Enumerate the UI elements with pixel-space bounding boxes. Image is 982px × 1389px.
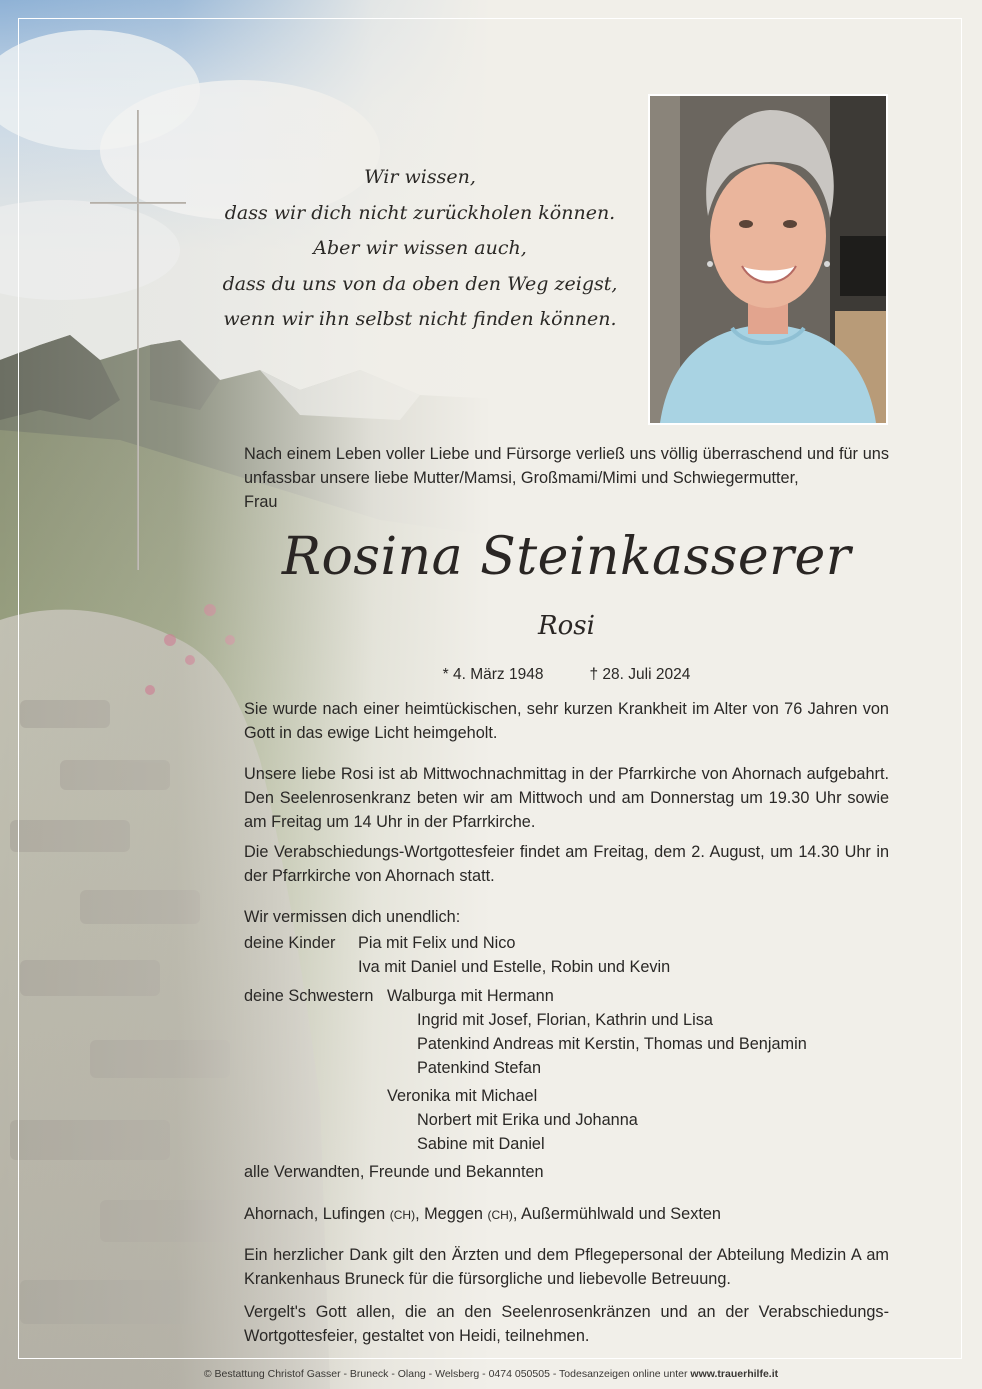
relatives-label-kinder: deine Kinder xyxy=(244,934,336,952)
relatives-line: Iva mit Daniel und Estelle, Robin und Kevin xyxy=(358,958,671,976)
place-text: , Meggen xyxy=(415,1205,483,1223)
relatives-line: Walburga mit Hermann xyxy=(387,987,554,1005)
relatives-line: Norbert mit Erika und Johanna xyxy=(417,1111,638,1129)
intro-text xyxy=(244,442,889,514)
cross-icon xyxy=(137,110,139,570)
portrait-photo xyxy=(648,94,888,425)
place-text: Ahornach, Lufingen xyxy=(244,1205,386,1223)
poem-line: dass wir dich nicht zurückholen können. xyxy=(224,201,616,224)
paragraph-illness: Sie wurde nach einer heimtückischen, sehr kurzen Krankheit im Alter von 76 Jahren von Gott in das ewige Licht heimgeholt. xyxy=(244,700,889,742)
life-dates xyxy=(244,664,889,686)
country-code: (CH) xyxy=(487,1208,513,1222)
relatives-line: Patenkind Stefan xyxy=(417,1059,542,1077)
poem-line: dass du uns von da oben den Weg zeigst, xyxy=(222,272,618,295)
relatives-line: Sabine mit Daniel xyxy=(417,1135,545,1153)
relatives-line: Patenkind Andreas mit Kerstin, Thomas und Benjamin xyxy=(417,1035,807,1053)
relatives-label-schwestern: deine Schwestern xyxy=(244,987,374,1005)
poem-line: Aber wir wissen auch, xyxy=(313,237,527,259)
place-text: , Außermühlwald und Sexten xyxy=(512,1205,721,1223)
footer-link[interactable]: www.trauerhilfe.it xyxy=(690,1368,779,1380)
death-date: † 28. Juli 2024 xyxy=(589,666,691,683)
deceased-name: Rosina Steinkasserer xyxy=(281,527,852,587)
paragraph-thanks: Ein herzlicher Dank gilt den Ärzten und dem Pflegepersonal der Abteilung Medizin A am Krankenhaus Bruneck für die fürsorgliche und liebevolle Betreuung. xyxy=(244,1246,889,1288)
cross-icon-bar xyxy=(90,202,186,204)
miss-heading: Wir vermissen dich unendlich: xyxy=(244,908,461,926)
intro-paragraph: Nach einem Leben voller Liebe und Fürsorge verließ uns völlig überraschend und für uns unfassbar unsere liebe Mutter/Mamsi, Großmami/Mimi und Schwiegermutter, xyxy=(244,445,889,487)
footer-text: © Bestattung Christof Gasser - Bruneck - Olang - Welsberg - 0474 050505 - Todesanzeigen online unter xyxy=(203,1368,691,1380)
relatives-line: alle Verwandten, Freunde und Bekannten xyxy=(244,1163,544,1181)
birth-date: * 4. März 1948 xyxy=(442,666,544,683)
intro-frau: Frau xyxy=(244,493,278,511)
paragraph-vergelts: Vergelt's Gott allen, die an den Seelenrosenkränzen und an der Verabschiedungs-Wortgottesfeier, gestaltet von Heidi, teilnehmen. xyxy=(244,1303,889,1345)
country-code: (CH) xyxy=(389,1208,416,1222)
paragraph-funeral: Die Verabschiedungs-Wortgottesfeier findet am Freitag, dem 2. August, um 14.30 Uhr in der Pfarrkirche von Ahornach statt. xyxy=(244,843,889,885)
poem xyxy=(205,160,635,338)
places-line xyxy=(244,1202,721,1227)
relatives-line: Pia mit Felix und Nico xyxy=(358,934,516,952)
paragraph-wake: Unsere liebe Rosi ist ab Mittwochnachmittag in der Pfarrkirche von Ahornach aufgebahrt. Den Seelenrosenkranz beten wir am Mittwoch und am Donnerstag um 19.30 Uhr sowie am Freitag um 14 Uhr in der Pfarrkirche. xyxy=(244,765,889,831)
poem-line: Wir wissen, xyxy=(364,166,476,188)
poem-line: wenn wir ihn selbst nicht finden können. xyxy=(223,308,617,330)
relatives-line: Ingrid mit Josef, Florian, Kathrin und Lisa xyxy=(417,1011,713,1029)
footer xyxy=(0,1367,982,1381)
deceased-nickname: Rosi xyxy=(538,611,595,641)
relatives-line: Veronika mit Michael xyxy=(387,1087,538,1105)
